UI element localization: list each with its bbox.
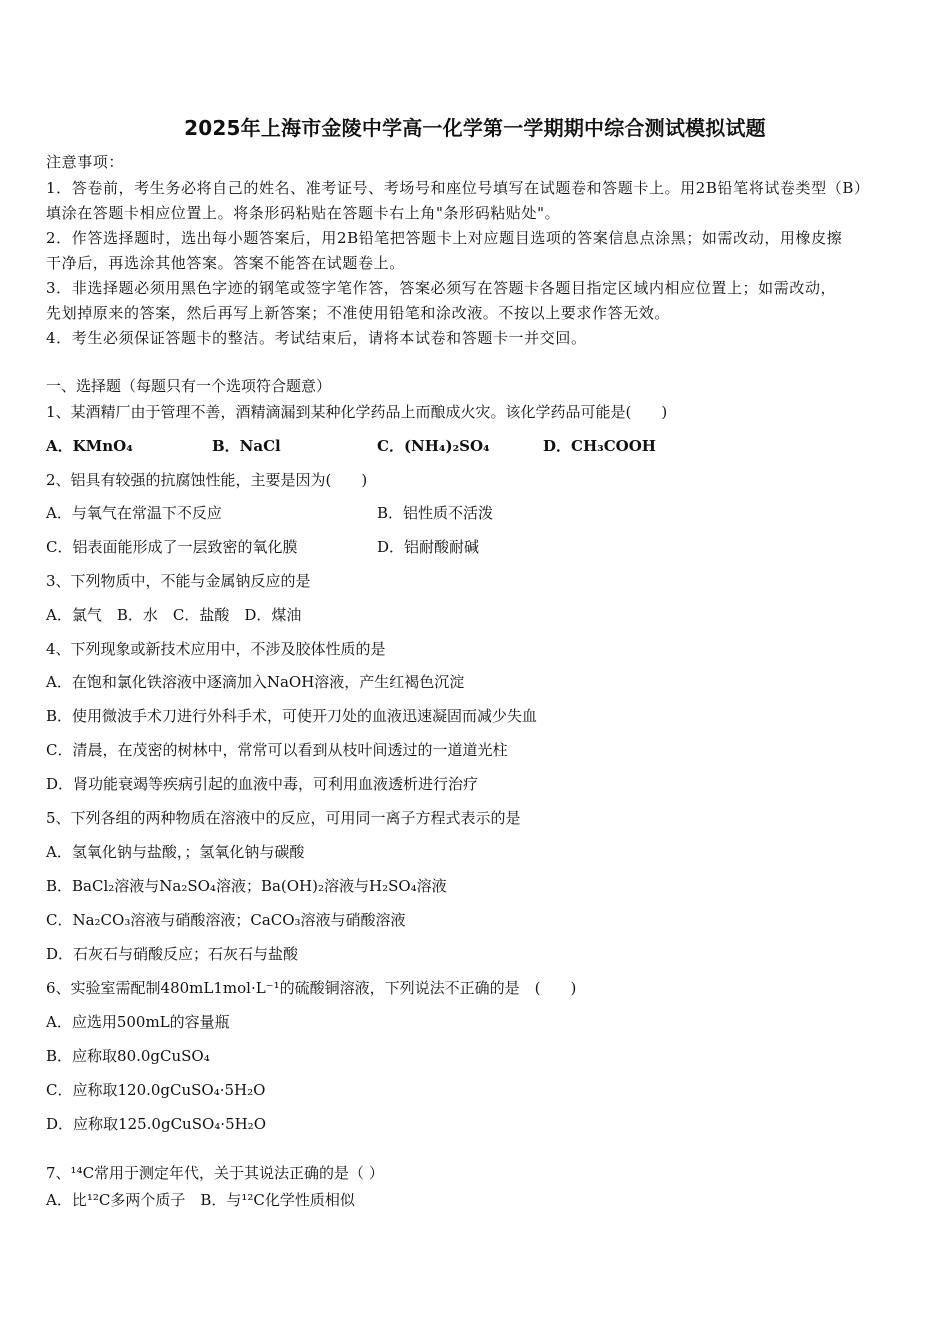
notice-line-1: 1．答卷前，考生务必将自己的姓名、准考证号、考场号和座位号填写在试题卷和答题卡上。用2B铅笔将试卷类型（B） [46, 179, 870, 197]
question-4-option-b: B．使用微波手术刀进行外科手术，可使开刀处的血液迅速凝固而减少失血 [46, 707, 538, 725]
question-4-option-c: C．清晨，在茂密的树林中，常常可以看到从枝叶间透过的一道道光柱 [46, 741, 508, 759]
notice-line-6: 先划掉原来的答案，然后再写上新答案；不准使用铅笔和涂改液。不按以上要求作答无效。 [46, 304, 671, 322]
question-6-option-d: D．应称取125.0gCuSO₄·5H₂O [46, 1115, 266, 1133]
question-5-option-c: C．Na₂CO₃溶液与硝酸溶液；CaCO₃溶液与硝酸溶液 [46, 911, 406, 929]
notice-line-3: 2．作答选择题时，选出每小题答案后，用2B铅笔把答题卡上对应题目选项的答案信息点涂黑；如需改动，用橡皮擦 [46, 229, 843, 247]
question-1-option-d: D．CH₃COOH [543, 437, 656, 455]
question-4-option-a: A．在饱和氯化铁溶液中逐滴加入NaOH溶液，产生红褐色沉淀 [46, 673, 465, 691]
question-7-options: A．比¹²C多两个质子 B．与¹²C化学性质相似 [46, 1191, 355, 1209]
notice-line-2: 填涂在答题卡相应位置上。将条形码粘贴在答题卡右上角"条形码粘贴处"。 [46, 204, 561, 222]
question-6-option-a: A．应选用500mL的容量瓶 [46, 1013, 230, 1031]
question-4-stem: 4、下列现象或新技术应用中，不涉及胶体性质的是 [46, 640, 386, 658]
question-2-option-c: C．铝表面能形成了一层致密的氧化膜 [46, 538, 298, 556]
question-5-option-d: D．石灰石与硝酸反应；石灰石与盐酸 [46, 945, 299, 963]
question-7-stem: 7、¹⁴C常用于测定年代，关于其说法正确的是（ ） [46, 1164, 384, 1182]
section-heading: 一、选择题（每题只有一个选项符合题意） [46, 377, 332, 395]
question-4-option-d: D．肾功能衰竭等疾病引起的血液中毒，可利用血液透析进行治疗 [46, 775, 479, 793]
question-2-option-d: D．铝耐酸耐碱 [377, 538, 480, 556]
question-1-option-a: A．KMnO₄ [46, 437, 133, 455]
question-1-stem: 1、某酒精厂由于管理不善，酒精滴漏到某种化学药品上而酿成火灾。该化学药品可能是( ) [46, 403, 668, 421]
notice-line-4: 干净后，再选涂其他答案。答案不能答在试题卷上。 [46, 254, 405, 272]
question-3-options: A．氯气 B．水 C．盐酸 D．煤油 [46, 606, 302, 624]
question-3-stem: 3、下列物质中，不能与金属钠反应的是 [46, 572, 311, 590]
question-6-option-c: C．应称取120.0gCuSO₄·5H₂O [46, 1081, 266, 1099]
question-6-stem: 6、实验室需配制480mL1mol·L⁻¹的硫酸铜溶液，下列说法不正确的是 ( ) [46, 979, 577, 997]
question-5-option-a: A．氢氧化钠与盐酸，；氢氧化钠与碳酸 [46, 843, 305, 861]
question-1-option-b: B．NaCl [212, 437, 281, 455]
question-2-option-b: B．铝性质不活泼 [377, 504, 494, 522]
question-6-option-b: B．应称取80.0gCuSO₄ [46, 1047, 210, 1065]
question-5-option-b: B．BaCl₂溶液与Na₂SO₄溶液；Ba(OH)₂溶液与H₂SO₄溶液 [46, 877, 447, 895]
page-title: 2025年上海市金陵中学高一化学第一学期期中综合测试模拟试题 [184, 116, 766, 140]
notice-line-7: 4．考生必须保证答题卡的整洁。考试结束后，请将本试卷和答题卡一并交回。 [46, 329, 587, 347]
notice-heading: 注意事项： [46, 153, 125, 171]
question-1-option-c: C．(NH₄)₂SO₄ [377, 437, 490, 455]
question-2-stem: 2、铝具有较强的抗腐蚀性能，主要是因为( ) [46, 471, 368, 489]
question-5-stem: 5、下列各组的两种物质在溶液中的反应，可用同一离子方程式表示的是 [46, 809, 521, 827]
question-2-option-a: A．与氧气在常温下不反应 [46, 504, 222, 522]
notice-line-5: 3．非选择题必须用黑色字迹的钢笔或签字笔作答，答案必须写在答题卡各题目指定区域内相应位置上；如需改动， [46, 279, 837, 297]
